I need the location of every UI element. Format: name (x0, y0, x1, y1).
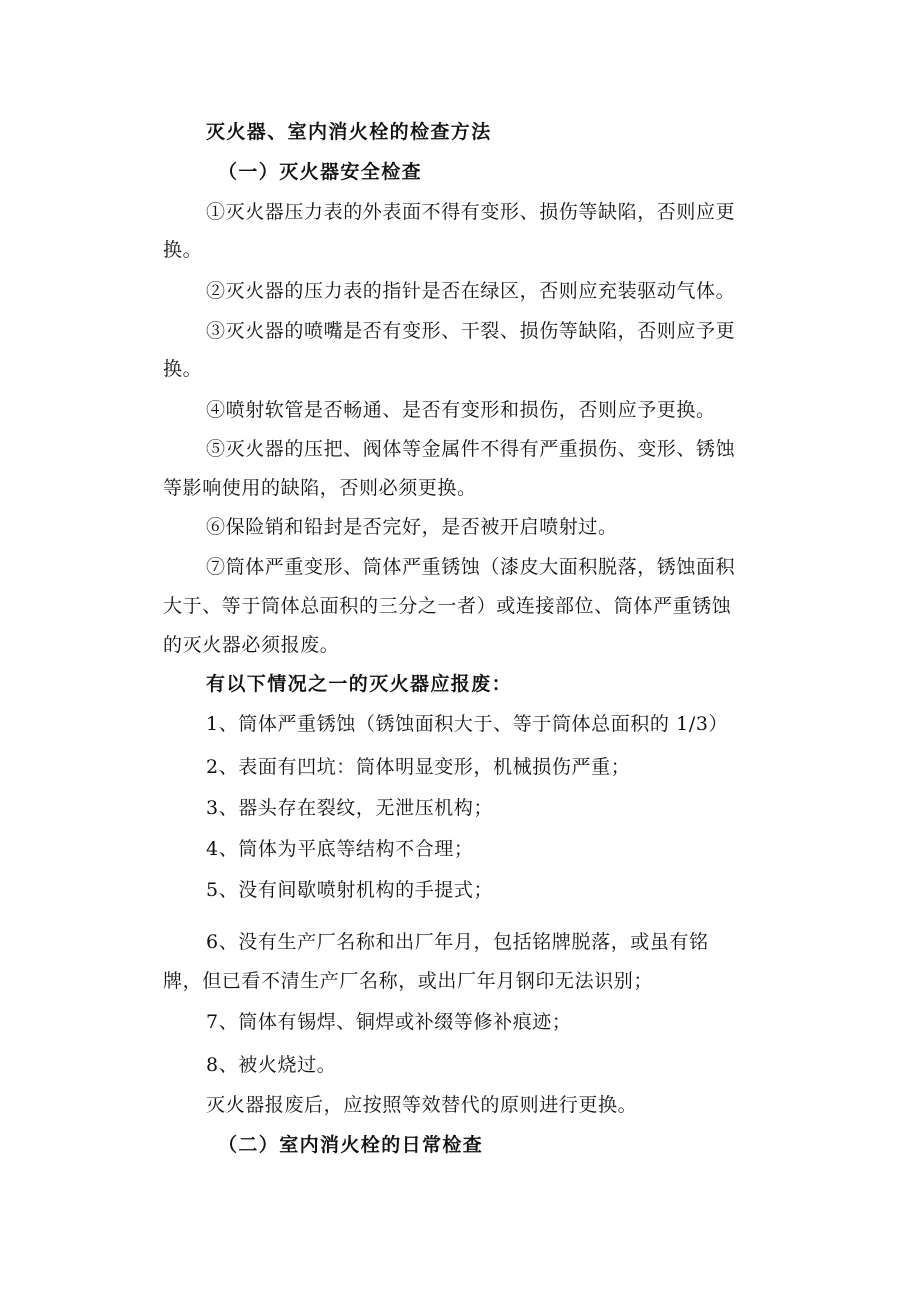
scrap-item-7: 7、筒体有锡焊、铜焊或补缀等修补痕迹； (206, 1011, 572, 1033)
item-1-line-1: ①灭火器压力表的外表面不得有变形、损伤等缺陷，否则应更 (206, 201, 736, 223)
scrap-item-6-line-1: 6、没有生产厂名称和出厂年月，包括铭牌脱落，或虽有铭 (206, 931, 709, 953)
item-7-line-1: ⑦筒体严重变形、筒体严重锈蚀（漆皮大面积脱落，锈蚀面积 (206, 556, 736, 578)
item-3-line-2: 换。 (163, 358, 203, 380)
scrap-item-6-line-2: 牌，但已看不清生产厂名称，或出厂年月钢印无法识别； (163, 970, 654, 992)
item-5-line-2: 等影响使用的缺陷，否则必须更换。 (163, 477, 477, 499)
scrap-item-3: 3、器头存在裂纹，无泄压机构； (206, 797, 494, 819)
item-1-line-2: 换。 (163, 239, 203, 261)
section-heading-extinguisher: （一）灭火器安全检查 (218, 161, 423, 183)
item-7-line-2: 大于、等于筒体总面积的三分之一者）或连接部位、筒体严重锈蚀 (163, 595, 732, 617)
scrap-heading: 有以下情况之一的灭火器应报废： (206, 673, 513, 695)
scrap-item-5: 5、没有间歇喷射机构的手提式； (206, 879, 494, 901)
scrap-item-2: 2、表面有凹坑：筒体明显变形，机械损伤严重； (206, 756, 631, 778)
scrap-item-4: 4、筒体为平底等结构不合理； (206, 838, 474, 860)
document-title: 灭火器、室内消火栓的检查方法 (206, 121, 492, 143)
closing-paragraph: 灭火器报废后，应按照等效替代的原则进行更换。 (206, 1094, 638, 1116)
item-4-line-1: ④喷射软管是否畅通、是否有变形和损伤，否则应予更换。 (206, 399, 716, 421)
section-heading-hydrant: （二）室内消火栓的日常检查 (218, 1134, 484, 1156)
scrap-item-8: 8、被火烧过。 (206, 1054, 337, 1076)
scrap-item-1: 1、筒体严重锈蚀（锈蚀面积大于、等于筒体总面积的 1/3） (206, 713, 729, 735)
item-7-line-3: 的灭火器必须报废。 (163, 634, 340, 656)
item-6-line-1: ⑥保险销和铅封是否完好，是否被开启喷射过。 (206, 516, 618, 538)
item-5-line-1: ⑤灭火器的压把、阀体等金属件不得有严重损伤、变形、锈蚀 (206, 438, 736, 460)
item-3-line-1: ③灭火器的喷嘴是否有变形、干裂、损伤等缺陷，否则应予更 (206, 320, 736, 342)
item-2-line-1: ②灭火器的压力表的指针是否在绿区，否则应充装驱动气体。 (206, 280, 736, 302)
